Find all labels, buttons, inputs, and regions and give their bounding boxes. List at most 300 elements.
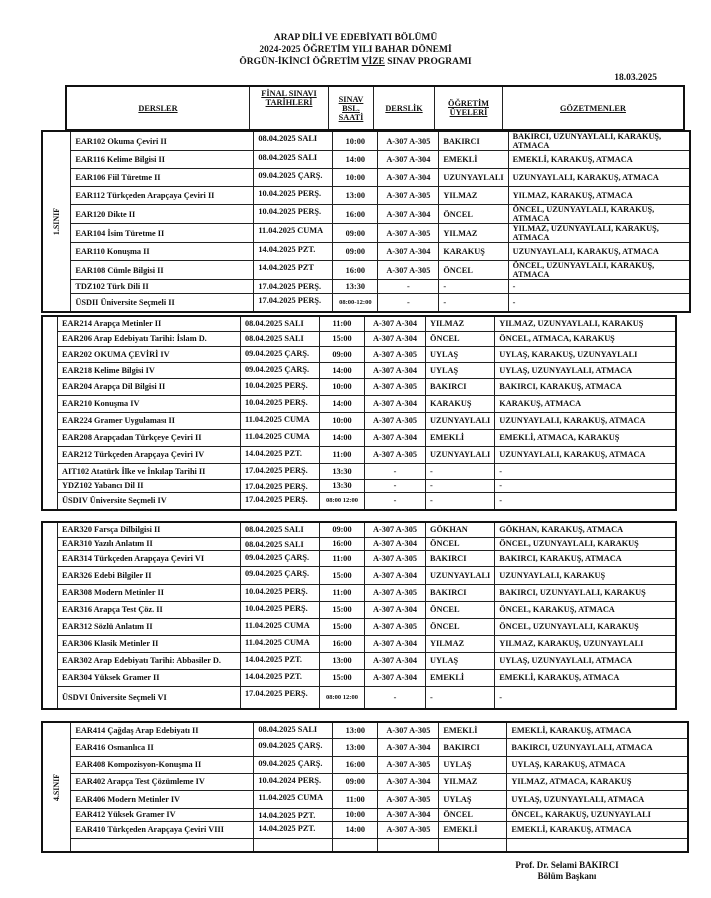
date-cell: 09.04.2025 ÇARŞ.: [241, 346, 320, 362]
teacher-cell: YILMAZ: [439, 773, 507, 790]
date-cell: 10.04.2024 PERŞ.: [254, 773, 333, 790]
teacher-cell: UYLAŞ: [439, 790, 507, 808]
proctors-cell: EMEKLİ, KARAKUŞ, ATMACA: [495, 669, 677, 686]
course-cell: EAR326 Edebi Bilgiler II: [58, 566, 241, 584]
time-cell: 16:00: [333, 261, 378, 280]
proctors-cell: -: [508, 294, 690, 312]
date-cell: 11.04.2025 CUMA: [241, 618, 320, 635]
date-cell: 11.04.2025 CUMA: [254, 790, 333, 808]
table-row: [42, 550, 676, 566]
proctors-cell: ÖNCEL, KARAKUŞ, UZUNYAYLALI: [507, 808, 689, 821]
room-cell: A-307 A-305: [365, 378, 426, 395]
course-cell: ÜSDIV Üniversite Seçmeli IV: [58, 492, 241, 510]
time-cell: 10:00: [333, 808, 378, 821]
date-cell: 11.04.2025 CUMA: [241, 429, 320, 446]
course-cell: EAR306 Klasik Metinler II: [58, 635, 241, 652]
course-cell: EAR302 Arap Edebiyatı Tarihi: Abbasiler D.: [58, 652, 241, 669]
table-row: [42, 362, 676, 378]
table-row: [42, 635, 676, 652]
room-cell: A-307 A-304: [365, 429, 426, 446]
proctors-cell: BAKIRCI, UZUNYAYLALI, ATMACA: [507, 738, 689, 756]
year-group-cell: [42, 316, 58, 510]
teacher-cell: GÖKHAN: [426, 522, 495, 537]
date-cell: 17.04.2025 PERŞ.: [254, 280, 333, 294]
time-cell: 13:00: [333, 738, 378, 756]
proctors-cell: [507, 838, 689, 852]
time-cell: 08:00-12:00: [333, 294, 378, 312]
date-cell: 14.04.2025 PZT.: [254, 243, 333, 261]
time-cell: 14:00: [333, 821, 378, 838]
teacher-cell: ÖNCEL: [439, 261, 508, 280]
teacher-cell: ÖNCEL: [426, 601, 495, 618]
course-cell: EAR204 Arapça Dil Bilgisi II: [58, 378, 241, 395]
room-cell: -: [365, 686, 426, 709]
header-tarih: FİNAL SINAVI TARİHLERİ: [250, 86, 329, 130]
teacher-cell: UZUNYAYLALI: [439, 169, 508, 187]
proctors-cell: ÖNCEL, UZUNYAYLALI, KARAKUŞ, ATMACA: [508, 261, 690, 280]
proctors-cell: UYLAŞ, KARAKUŞ, UZUNYAYLALI: [495, 346, 677, 362]
time-cell: 13:30: [333, 280, 378, 294]
course-cell: EAR112 Türkçeden Arapçaya Çeviri II: [71, 187, 254, 205]
proctors-cell: -: [495, 479, 677, 492]
teacher-cell: KARAKUŞ: [439, 243, 508, 261]
time-cell: 16:00: [320, 635, 365, 652]
room-cell: -: [378, 280, 439, 294]
date-cell: [254, 838, 333, 852]
time-cell: 16:00: [333, 205, 378, 224]
course-cell: EAR116 Kelime Bilgisi II: [71, 151, 254, 169]
proctors-cell: UZUNYAYLALI, KARAKUŞ, ATMACA: [495, 446, 677, 463]
course-cell: EAR316 Arapça Test Çöz. II: [58, 601, 241, 618]
teacher-cell: -: [426, 463, 495, 479]
date-cell: 09.04.2025 ÇARŞ.: [241, 362, 320, 378]
date-cell: 08.04.2025 SALI: [241, 316, 320, 331]
time-cell: 13:00: [320, 652, 365, 669]
teacher-cell: EMEKLİ: [426, 429, 495, 446]
proctors-cell: UZUNYAYLALI, KARAKUŞ, ATMACA: [495, 412, 677, 429]
date-cell: 11.04.2025 CUMA: [241, 412, 320, 429]
time-cell: 15:00: [320, 669, 365, 686]
department-title: ARAP DİLİ VE EDEBİYATI BÖLÜMÜ: [273, 33, 438, 43]
teacher-cell: UYLAŞ: [426, 362, 495, 378]
time-cell: 13:00: [333, 722, 378, 738]
room-cell: A-307 A-305: [378, 187, 439, 205]
course-cell: EAR310 Yazılı Anlatım II: [58, 537, 241, 550]
time-cell: 14:00: [320, 362, 365, 378]
document-date: 18.03.2025: [614, 73, 657, 83]
time-cell: 10:00: [320, 412, 365, 429]
proctors-cell: UYLAŞ, KARAKUŞ, ATMACA: [507, 756, 689, 773]
teacher-cell: [439, 838, 507, 852]
date-cell: 17.04.2025 PERŞ.: [254, 294, 333, 312]
program-title: [0, 56, 711, 68]
teacher-cell: EMEKLİ: [426, 669, 495, 686]
table-row: [42, 316, 676, 331]
room-cell: A-307 A-304: [365, 635, 426, 652]
time-cell: 14:00: [320, 429, 365, 446]
table-row: [42, 131, 690, 151]
table-row: [42, 601, 676, 618]
teacher-cell: UZUNYAYLALI: [426, 446, 495, 463]
proctors-cell: EMEKLİ, KARAKUŞ, ATMACA: [507, 821, 689, 838]
proctors-cell: ÖNCEL, UZUNYAYLALI, KARAKUŞ, ATMACA: [508, 205, 690, 224]
table-row: [42, 686, 676, 709]
proctors-cell: -: [495, 463, 677, 479]
signature-title: Bölüm Başkanı: [537, 871, 597, 881]
table-row: [42, 261, 690, 280]
teacher-cell: ÖNCEL: [426, 331, 495, 346]
date-cell: 10.04.2025 PERŞ.: [241, 395, 320, 412]
teacher-cell: -: [426, 492, 495, 510]
proctors-cell: YILMAZ, ATMACA, KARAKUŞ: [507, 773, 689, 790]
teacher-cell: ÖNCEL: [439, 808, 507, 821]
teacher-cell: UYLAŞ: [426, 652, 495, 669]
teacher-cell: EMEKLİ: [439, 821, 507, 838]
table-row: [42, 821, 688, 838]
teacher-cell: YILMAZ: [426, 635, 495, 652]
room-cell: A-307 A-304: [378, 808, 439, 821]
teacher-cell: ÖNCEL: [426, 537, 495, 550]
course-cell: EAR210 Konuşma IV: [58, 395, 241, 412]
date-cell: 14.04.2025 PZT.: [254, 821, 333, 838]
course-cell: EAR416 Osmanlıca II: [71, 738, 254, 756]
room-cell: A-307 A-304: [365, 566, 426, 584]
teacher-cell: -: [426, 686, 495, 709]
table-row: [42, 412, 676, 429]
room-cell: A-307 A-305: [378, 261, 439, 280]
teacher-cell: BAKIRCI: [426, 550, 495, 566]
table-row: [42, 378, 676, 395]
room-cell: A-307 A-305: [378, 821, 439, 838]
time-cell: 15:00: [320, 566, 365, 584]
time-cell: 09:00: [320, 346, 365, 362]
teacher-cell: EMEKLİ: [439, 722, 507, 738]
date-cell: 10.04.2025 PERŞ.: [241, 601, 320, 618]
course-cell: EAR304 Yüksek Gramer II: [58, 669, 241, 686]
table-row: [42, 205, 690, 224]
table-row: [42, 492, 676, 510]
table-row: [42, 522, 676, 537]
room-cell: A-307 A-304: [365, 669, 426, 686]
proctors-cell: GÖKHAN, KARAKUŞ, ATMACA: [495, 522, 677, 537]
room-cell: A-307 A-305: [365, 522, 426, 537]
table-row: [42, 808, 688, 821]
table-row: [42, 566, 676, 584]
date-cell: 17.04.2025 PERŞ.: [241, 463, 320, 479]
proctors-cell: YILMAZ, KARAKUŞ, ATMACA: [508, 187, 690, 205]
room-cell: A-307 A-305: [365, 346, 426, 362]
room-cell: A-307 A-305: [365, 584, 426, 601]
proctors-cell: KARAKUŞ, ATMACA: [495, 395, 677, 412]
course-cell: EAR120 Dikte II: [71, 205, 254, 224]
table-row: [42, 756, 688, 773]
signature-name: Prof. Dr. Selami BAKIRCI: [515, 860, 619, 870]
teacher-cell: YILMAZ: [426, 316, 495, 331]
teacher-cell: -: [439, 280, 508, 294]
proctors-cell: EMEKLİ, KARAKUŞ, ATMACA: [507, 722, 689, 738]
room-cell: A-307 A-304: [378, 205, 439, 224]
time-cell: 16:00: [320, 537, 365, 550]
proctors-cell: -: [508, 280, 690, 294]
proctors-cell: UYLAŞ, UZUNYAYLALI, ATMACA: [507, 790, 689, 808]
room-cell: A-307 A-304: [378, 243, 439, 261]
table-row: [42, 429, 676, 446]
time-cell: 15:00: [320, 601, 365, 618]
year-label: 4.SINIF: [52, 773, 62, 801]
course-cell: EAR214 Arapça Metinler II: [58, 316, 241, 331]
schedule-block-1: [41, 130, 691, 313]
date-cell: 09.04.2025 ÇARŞ.: [254, 169, 333, 187]
room-cell: -: [365, 463, 426, 479]
time-cell: 09:00: [333, 243, 378, 261]
room-cell: A-307 A-305: [365, 618, 426, 635]
proctors-cell: BAKIRCI, KARAKUŞ, ATMACA: [495, 550, 677, 566]
proctors-cell: ÖNCEL, KARAKUŞ, ATMACA: [495, 601, 677, 618]
date-cell: 14.04.2025 PZT: [254, 261, 333, 280]
time-cell: 10:00: [333, 169, 378, 187]
room-cell: -: [378, 294, 439, 312]
year-label: 1.SINIF: [52, 207, 62, 235]
header-derslik: DERSLİK: [374, 86, 435, 130]
time-cell: 10:00: [320, 378, 365, 395]
year-group-cell: [42, 722, 71, 852]
room-cell: A-307 A-305: [378, 722, 439, 738]
table-row: [42, 790, 688, 808]
program-title-prefix: ÖRGÜN-İKİNCİ ÖĞRETİM: [239, 57, 362, 67]
time-cell: 11:00: [320, 584, 365, 601]
room-cell: A-307 A-305: [378, 756, 439, 773]
date-cell: 14.04.2025 PZT.: [241, 669, 320, 686]
time-cell: 11:00: [320, 550, 365, 566]
time-cell: 15:00: [320, 331, 365, 346]
table-row: [42, 294, 690, 312]
header-gozetmen: GÖZETMENLER: [503, 86, 685, 130]
date-cell: 14.04.2025 PZT.: [241, 652, 320, 669]
table-row: [42, 722, 688, 738]
course-cell: EAR202 OKUMA ÇEVİRİ IV: [58, 346, 241, 362]
course-cell: ÜSDII Üniversite Seçmeli II: [71, 294, 254, 312]
proctors-cell: ÖNCEL, UZUNYAYLALI, KARAKUŞ: [495, 618, 677, 635]
course-cell: EAR408 Kompozisyon-Konuşma II: [71, 756, 254, 773]
room-cell: -: [365, 479, 426, 492]
time-cell: 14:00: [320, 395, 365, 412]
course-cell: AIT102 Atatürk İlke ve İnkılap Tarihi II: [58, 463, 241, 479]
room-cell: A-307 A-304: [365, 331, 426, 346]
table-row: [42, 346, 676, 362]
room-cell: A-307 A-304: [365, 537, 426, 550]
table-row: [42, 652, 676, 669]
program-title-exam-type: VİZE: [361, 57, 385, 67]
proctors-cell: UZUNYAYLALI, KARAKUŞ, ATMACA: [508, 243, 690, 261]
term-title: 2024-2025 ÖĞRETİM YILI BAHAR DÖNEMİ: [259, 45, 452, 55]
table-row: [42, 773, 688, 790]
room-cell: A-307 A-305: [365, 550, 426, 566]
course-cell: EAR212 Türkçeden Arapçaya Çeviri IV: [58, 446, 241, 463]
time-cell: 09:00: [333, 224, 378, 243]
table-row: [42, 331, 676, 346]
table-row: [42, 463, 676, 479]
time-cell: [333, 838, 378, 852]
date-cell: 11.04.2025 CUMA: [254, 224, 333, 243]
date-cell: 11.04.2025 CUMA: [241, 635, 320, 652]
proctors-cell: YILMAZ, UZUNYAYLALI, KARAKUŞ: [495, 316, 677, 331]
date-cell: 14.04.2025 PZT.: [241, 446, 320, 463]
time-cell: 13:30: [320, 479, 365, 492]
table-row: [42, 669, 676, 686]
date-cell: 17.04.2025 PERŞ.: [241, 686, 320, 709]
room-cell: A-307 A-305: [378, 790, 439, 808]
course-cell: EAR410 Türkçeden Arapçaya Çeviri VIII: [71, 821, 254, 838]
teacher-cell: UZUNYAYLALI: [426, 566, 495, 584]
date-cell: 09.04.2025 ÇARŞ.: [254, 738, 333, 756]
date-cell: 09.04.2025 ÇARŞ.: [254, 756, 333, 773]
date-cell: 17.04.2025 PERŞ.: [241, 479, 320, 492]
proctors-cell: UZUNYAYLALI, KARAKUŞ, ATMACA: [508, 169, 690, 187]
year-group-cell: [42, 522, 58, 709]
table-row: [42, 618, 676, 635]
room-cell: A-307 A-305: [365, 412, 426, 429]
schedule-header: [65, 85, 685, 131]
course-cell: EAR104 İsim Türetme II: [71, 224, 254, 243]
date-cell: 09.04.2025 ÇARŞ.: [241, 566, 320, 584]
time-cell: 09:00: [320, 522, 365, 537]
course-cell: EAR402 Arapça Test Çözümleme IV: [71, 773, 254, 790]
room-cell: A-307 A-304: [365, 362, 426, 378]
date-cell: 08.04.2025 SALI: [241, 522, 320, 537]
proctors-cell: YILMAZ, UZUNYAYLALI, KARAKUŞ, ATMACA: [508, 224, 690, 243]
course-cell: ÜSDVI Üniversite Seçmeli VI: [58, 686, 241, 709]
time-cell: 11:00: [320, 446, 365, 463]
proctors-cell: BAKIRCI, UZUNYAYLALI, KARAKUŞ: [495, 584, 677, 601]
proctors-cell: YILMAZ, KARAKUŞ, UZUNYAYLALI: [495, 635, 677, 652]
course-cell: EAR108 Cümle Bilgisi II: [71, 261, 254, 280]
room-cell: A-307 A-305: [378, 131, 439, 151]
room-cell: A-307 A-305: [365, 446, 426, 463]
time-cell: 09:00: [333, 773, 378, 790]
date-cell: 08.04.2025 SALI: [254, 722, 333, 738]
room-cell: A-307 A-304: [365, 652, 426, 669]
teacher-cell: UZUNYAYLALI: [426, 412, 495, 429]
table-row: [42, 395, 676, 412]
year-group-cell: [42, 131, 71, 312]
course-cell: EAR224 Gramer Uygulaması II: [58, 412, 241, 429]
teacher-cell: UYLAŞ: [439, 756, 507, 773]
signature: [502, 860, 632, 882]
course-cell: EAR206 Arap Edebiyatı Tarihi: İslam D.: [58, 331, 241, 346]
table-row: [42, 838, 688, 852]
proctors-cell: ÖNCEL, UZUNYAYLALI, KARAKUŞ: [495, 537, 677, 550]
schedule-block-3: [41, 521, 677, 710]
time-cell: 08:00 12:00: [320, 492, 365, 510]
course-cell: EAR106 Fiil Türetme II: [71, 169, 254, 187]
proctors-cell: -: [495, 492, 677, 510]
table-row: [42, 243, 690, 261]
date-cell: 08.04.2025 SALI: [254, 151, 333, 169]
course-cell: EAR110 Konuşma II: [71, 243, 254, 261]
table-row: [42, 446, 676, 463]
proctors-cell: EMEKLİ, KARAKUŞ, ATMACA: [508, 151, 690, 169]
proctors-cell: BAKIRCI, UZUNYAYLALI, KARAKUŞ, ATMACA: [508, 131, 690, 151]
course-cell: EAR208 Arapçadan Türkçeye Çeviri II: [58, 429, 241, 446]
date-cell: 09.04.2025 ÇARŞ.: [241, 550, 320, 566]
time-cell: 14:00: [333, 151, 378, 169]
time-cell: 15:00: [320, 618, 365, 635]
date-cell: 08.04.2025 SALI: [254, 131, 333, 151]
course-cell: EAR218 Kelime Bilgisi IV: [58, 362, 241, 378]
teacher-cell: BAKIRCI: [426, 584, 495, 601]
room-cell: -: [365, 492, 426, 510]
teacher-cell: UYLAŞ: [426, 346, 495, 362]
room-cell: A-307 A-304: [365, 316, 426, 331]
teacher-cell: -: [426, 479, 495, 492]
course-cell: EAR414 Çağdaş Arap Edebiyatı II: [71, 722, 254, 738]
room-cell: [378, 838, 439, 852]
room-cell: A-307 A-305: [378, 224, 439, 243]
proctors-cell: EMEKLİ, ATMACA, KARAKUŞ: [495, 429, 677, 446]
proctors-cell: UZUNYAYLALI, KARAKUŞ: [495, 566, 677, 584]
course-cell: EAR308 Modern Metinler II: [58, 584, 241, 601]
course-cell: EAR314 Türkçeden Arapçaya Çeviri VI: [58, 550, 241, 566]
table-row: [42, 187, 690, 205]
table-row: [42, 584, 676, 601]
date-cell: 10.04.2025 PERŞ.: [254, 187, 333, 205]
time-cell: 16:00: [333, 756, 378, 773]
proctors-cell: ÖNCEL, ATMACA, KARAKUŞ: [495, 331, 677, 346]
teacher-cell: BAKIRCI: [426, 378, 495, 395]
time-cell: 08:00 12:00: [320, 686, 365, 709]
proctors-cell: UYLAŞ, UZUNYAYLALI, ATMACA: [495, 362, 677, 378]
course-cell: EAR320 Farsça Dilbilgisi II: [58, 522, 241, 537]
schedule-block-4: [41, 721, 689, 853]
time-cell: 13:30: [320, 463, 365, 479]
header-saat: SINAV BSL. SAATİ: [329, 86, 374, 130]
table-row: [42, 169, 690, 187]
time-cell: 11:00: [333, 790, 378, 808]
header-dersler: DERSLER: [66, 86, 250, 130]
date-cell: 08.04.2025 SALI: [241, 331, 320, 346]
header-ogretim: ÖĞRETİM ÜYELERİ: [435, 86, 503, 130]
proctors-cell: UYLAŞ, UZUNYAYLALI, ATMACA: [495, 652, 677, 669]
table-row: [42, 738, 688, 756]
room-cell: A-307 A-304: [365, 601, 426, 618]
course-cell: YDZ102 Yabancı Dil II: [58, 479, 241, 492]
teacher-cell: ÖNCEL: [426, 618, 495, 635]
table-row: [42, 280, 690, 294]
teacher-cell: KARAKUŞ: [426, 395, 495, 412]
teacher-cell: EMEKLİ: [439, 151, 508, 169]
course-cell: EAR406 Modern Metinler IV: [71, 790, 254, 808]
time-cell: 11:00: [320, 316, 365, 331]
course-cell: EAR412 Yüksek Gramer IV: [71, 808, 254, 821]
time-cell: 10:00: [333, 131, 378, 151]
teacher-cell: BAKIRCI: [439, 131, 508, 151]
date-cell: 10.04.2025 PERŞ.: [241, 378, 320, 395]
date-cell: 08.04.2025 SALI: [241, 537, 320, 550]
date-cell: 17.04.2025 PERŞ.: [241, 492, 320, 510]
teacher-cell: YILMAZ: [439, 224, 508, 243]
date-cell: 10.04.2025 PERŞ.: [254, 205, 333, 224]
date-cell: 10.04.2025 PERŞ.: [241, 584, 320, 601]
room-cell: A-307 A-304: [378, 738, 439, 756]
room-cell: A-307 A-304: [378, 151, 439, 169]
time-cell: 13:00: [333, 187, 378, 205]
proctors-cell: BAKIRCI, KARAKUŞ, ATMACA: [495, 378, 677, 395]
date-cell: 14.04.2025 PZT.: [254, 808, 333, 821]
room-cell: A-307 A-304: [378, 773, 439, 790]
teacher-cell: BAKIRCI: [439, 738, 507, 756]
course-cell: EAR102 Okuma Çeviri II: [71, 131, 254, 151]
course-cell: [71, 838, 254, 852]
